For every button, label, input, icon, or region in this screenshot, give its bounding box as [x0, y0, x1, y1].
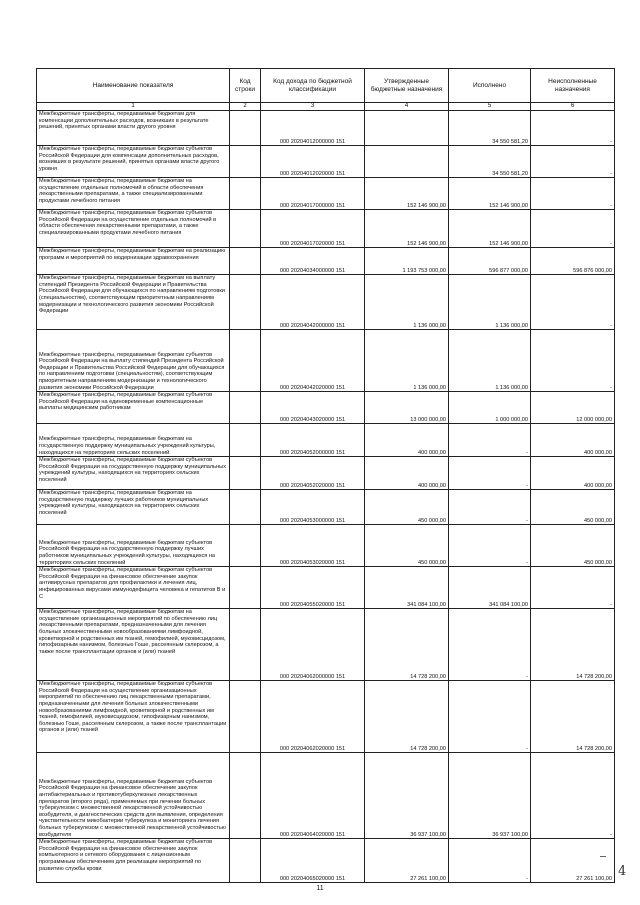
row-unexecuted: -: [531, 275, 615, 330]
row-income-code: 000 20204053000000 151: [261, 490, 365, 525]
table-row: [37, 424, 615, 457]
row-unexecuted: -: [531, 330, 615, 392]
row-income-code: 000 20204042000000 151: [261, 275, 365, 330]
row-line-code: [230, 111, 261, 146]
table-row: [37, 753, 615, 839]
row-unexecuted: 14 728 200,00: [531, 681, 615, 753]
row-executed: -: [449, 525, 531, 567]
row-executed: 1 000 000,00: [449, 392, 531, 424]
row-name: Межбюджетные трансферты, передаваемые бюджетам субъектов Российской Федерации на финансовое обеспечение закупок антивирусных препаратов для профилактики и лечения лиц, инфицированных вирусами иммунодефицита человека и гепатитов B и C: [37, 567, 230, 609]
table-row: [37, 839, 615, 883]
column-number: 4: [365, 103, 449, 111]
row-income-code: 000 20204062000000 151: [261, 609, 365, 681]
table-row: [37, 609, 615, 681]
column-number: 6: [531, 103, 615, 111]
row-name: Межбюджетные трансферты, передаваемые бюджетам субъектов Российской Федерации на финансовое обеспечение закупок антибактериальных и противотуберкулезных лекарственных препаратов (второго ряда), применяемых при лечении больных туберкулезом с множественной лекарственной устойчивостью возбудителя, и диагностических средств для выявления, определения чувствительности микобактерии туберкулеза и мониторинга лечения больных туберкулезом с множественной лекарственной устойчивостью возбудителя: [37, 753, 230, 839]
row-unexecuted: 12 000 000,00: [531, 392, 615, 424]
row-name: Межбюджетные трансферты, передаваемые бюджетам субъектов Российской Федерации на выплату стипендий Президента Российской Федерации и Правительства Российской Федерации для обучающихся по направлениям подготовки (специальностям), соответствующим приоритетным направлениям модернизации и технологического развития экономики Российской Федерации: [37, 330, 230, 392]
row-unexecuted: -: [531, 210, 615, 248]
row-name: Межбюджетные трансферты, передаваемые бюджетам субъектов Российской Федерации на единовременные компенсационные выплаты медицинским работникам: [37, 392, 230, 424]
row-executed: 596 877 000,00: [449, 248, 531, 275]
row-executed: 1 136 000,00: [449, 275, 531, 330]
scan-mark: [600, 856, 606, 857]
row-name: Межбюджетные трансферты, передаваемые бюджетам на осуществление организационных мероприятий по обеспечению лиц лекарственными препаратами, предназначенными для лечения больных злокачественными новообразованиями лимфоидной, кроветворной и родственных им тканей, гемофилией, муковисцидозом, гипофизарным нанизмом, болезнью Гоше, рассеянным склерозом, а также после трансплантации органов и (или) тканей: [37, 609, 230, 681]
table-body: [37, 111, 615, 883]
table-row: [37, 392, 615, 424]
row-executed: 36 937 100,00: [449, 753, 531, 839]
row-name: Межбюджетные трансферты, передаваемые бюджетам субъектов Российской Федерации на финансовое обеспечение закупок компьютерного и сетевого оборудования с лицензионным программным обеспечением для реализации мероприятий по развитию службы крови: [37, 839, 230, 883]
row-name: Межбюджетные трансферты, передаваемые бюджетам субъектов Российской Федерации на осуществление отдельных полномочий в области обеспечения лекарственными препаратами, а также специализированными продуктами лечебного питания: [37, 210, 230, 248]
row-unexecuted: -: [531, 567, 615, 609]
row-executed: 341 084 100,00: [449, 567, 531, 609]
row-income-code: 000 20204012000000 151: [261, 111, 365, 146]
row-line-code: [230, 609, 261, 681]
row-income-code: 000 20204052020000 151: [261, 457, 365, 490]
column-number: 5: [449, 103, 531, 111]
header-approved: Утвержденные бюджетные назначения: [365, 69, 449, 103]
row-line-code: [230, 567, 261, 609]
row-line-code: [230, 330, 261, 392]
row-income-code: 000 20204017020000 151: [261, 210, 365, 248]
row-approved: [365, 146, 449, 178]
row-income-code: 000 20204064020000 151: [261, 753, 365, 839]
row-approved: 450 000,00: [365, 490, 449, 525]
row-unexecuted: -: [531, 753, 615, 839]
row-name: Межбюджетные трансферты, передаваемые бюджетам субъектов Российской Федерации на осуществление организационных мероприятий по обеспечению лиц лекарственными препаратами, предназначенными для лечения больных злокачественными новообразованиями лимфоидной, кроветворной и родственных им тканей, гемофилией, муковисцидозом, гипофизарным нанизмом, болезнью Гоше, рассеянным склерозом, а также после трансплантации органов и (или) тканей: [37, 681, 230, 753]
row-line-code: [230, 490, 261, 525]
row-name: Межбюджетные трансферты, передаваемые бюджетам на осуществление отдельных полномочий в области обеспечения лекарственными препаратами, а также специализированными продуктами лечебного питания: [37, 178, 230, 210]
header-executed: Исполнено: [449, 69, 531, 103]
row-approved: 152 146 900,00: [365, 178, 449, 210]
row-unexecuted: 14 728 200,00: [531, 609, 615, 681]
page-number: 11: [316, 885, 324, 892]
row-approved: 14 728 200,00: [365, 681, 449, 753]
row-income-code: 000 20204043020000 151: [261, 392, 365, 424]
row-income-code: 000 20204055020000 151: [261, 567, 365, 609]
row-line-code: [230, 681, 261, 753]
table-row: [37, 567, 615, 609]
row-unexecuted: 596 876 000,00: [531, 248, 615, 275]
row-line-code: [230, 753, 261, 839]
table-row: [37, 210, 615, 248]
row-unexecuted: 400 000,00: [531, 457, 615, 490]
row-income-code: 000 20204065020000 151: [261, 839, 365, 883]
row-approved: 14 728 200,00: [365, 609, 449, 681]
column-number-row: [37, 103, 615, 111]
edge-mark: 4: [618, 864, 627, 879]
row-approved: 450 000,00: [365, 525, 449, 567]
row-name: Межбюджетные трансферты, передаваемые бюджетам на государственную поддержку лучших работников муниципальных учреждений культуры, находящихся на территориях сельских поселений: [37, 490, 230, 525]
row-executed: -: [449, 490, 531, 525]
row-approved: 27 261 100,00: [365, 839, 449, 883]
row-approved: 36 937 100,00: [365, 753, 449, 839]
row-approved: 341 084 100,00: [365, 567, 449, 609]
table-row: [37, 275, 615, 330]
column-number: 1: [37, 103, 230, 111]
row-approved: 1 136 000,00: [365, 330, 449, 392]
row-line-code: [230, 210, 261, 248]
row-approved: 400 000,00: [365, 424, 449, 457]
row-name: Межбюджетные трансферты, передаваемые бюджетам на государственную поддержку муниципальных учреждений культуры, находящихся на территориях сельских поселений: [37, 424, 230, 457]
row-unexecuted: -: [531, 178, 615, 210]
table-row: [37, 146, 615, 178]
row-unexecuted: -: [531, 146, 615, 178]
row-income-code: 000 20204034000000 151: [261, 248, 365, 275]
row-line-code: [230, 525, 261, 567]
row-executed: -: [449, 609, 531, 681]
row-approved: 400 000,00: [365, 457, 449, 490]
row-income-code: 000 20204017000000 151: [261, 178, 365, 210]
header-row: [37, 69, 615, 103]
row-executed: -: [449, 681, 531, 753]
row-approved: 1 193 753 000,00: [365, 248, 449, 275]
row-unexecuted: -: [531, 111, 615, 146]
table-row: [37, 525, 615, 567]
row-name: Межбюджетные трансферты, передаваемые бюджетам на реализацию программ и мероприятий по модернизации здравоохранения: [37, 248, 230, 275]
row-executed: 152 146 900,00: [449, 210, 531, 248]
row-line-code: [230, 392, 261, 424]
table-row: [37, 178, 615, 210]
row-name: Межбюджетные трансферты, передаваемые бюджетам субъектов Российской Федерации на государственную поддержку лучших работников муниципальных учреждений культуры, находящихся на территориях сельских поселений: [37, 525, 230, 567]
row-approved: 1 136 000,00: [365, 275, 449, 330]
row-line-code: [230, 457, 261, 490]
budget-execution-table: [36, 68, 615, 883]
column-number: 3: [261, 103, 365, 111]
column-number: 2: [230, 103, 261, 111]
row-unexecuted: 450 000,00: [531, 490, 615, 525]
header-name: Наименование показателя: [37, 69, 230, 103]
row-line-code: [230, 146, 261, 178]
row-executed: 152 146 900,00: [449, 178, 531, 210]
row-line-code: [230, 178, 261, 210]
row-executed: -: [449, 424, 531, 457]
table-row: [37, 681, 615, 753]
row-name: Межбюджетные трансферты, передаваемые бюджетам на выплату стипендий Президента Российской Федерации и Правительства Российской Федерации для обучающихся по направлениям подготовки (специальностям), соответствующим приоритетным направлениям модернизации и технологического развития экономики Российской Федерации: [37, 275, 230, 330]
row-line-code: [230, 248, 261, 275]
header-unexecuted: Неисполненные назначения: [531, 69, 615, 103]
row-approved: 13 000 000,00: [365, 392, 449, 424]
row-line-code: [230, 275, 261, 330]
row-executed: 34 550 581,20: [449, 111, 531, 146]
row-name: Межбюджетные трансферты, передаваемые бюджетам субъектов Российской Федерации для компенсации дополнительных расходов, возникших в результате решений, принятых органами власти другого уровня: [37, 146, 230, 178]
header-line-code: Код строки: [230, 69, 261, 103]
row-income-code: 000 20204052000000 151: [261, 424, 365, 457]
row-approved: 152 146 900,00: [365, 210, 449, 248]
row-line-code: [230, 424, 261, 457]
row-name: Межбюджетные трансферты, передаваемые бюджетам для компенсации дополнительных расходов, возникших в результате решений, принятых органами власти другого уровня: [37, 111, 230, 146]
header-income-code: Код дохода по бюджетной классификации: [261, 69, 365, 103]
table-row: [37, 111, 615, 146]
row-executed: 34 550 581,20: [449, 146, 531, 178]
table-row: [37, 490, 615, 525]
row-executed: 1 136 000,00: [449, 330, 531, 392]
table-row: [37, 330, 615, 392]
row-income-code: 000 20204012020000 151: [261, 146, 365, 178]
report-table-container: [36, 68, 614, 883]
row-line-code: [230, 839, 261, 883]
row-executed: -: [449, 457, 531, 490]
table-row: [37, 457, 615, 490]
row-unexecuted: 450 000,00: [531, 525, 615, 567]
row-income-code: 000 20204042020000 151: [261, 330, 365, 392]
row-executed: -: [449, 839, 531, 883]
row-unexecuted: 400 000,00: [531, 424, 615, 457]
row-name: Межбюджетные трансферты, передаваемые бюджетам субъектов Российской Федерации на государственную поддержку муниципальных учреждений культуры, находящихся на территориях сельских поселений: [37, 457, 230, 490]
row-income-code: 000 20204062020000 151: [261, 681, 365, 753]
table-row: [37, 248, 615, 275]
row-unexecuted: 27 261 100,00: [531, 839, 615, 883]
row-approved: [365, 111, 449, 146]
row-income-code: 000 20204053020000 151: [261, 525, 365, 567]
